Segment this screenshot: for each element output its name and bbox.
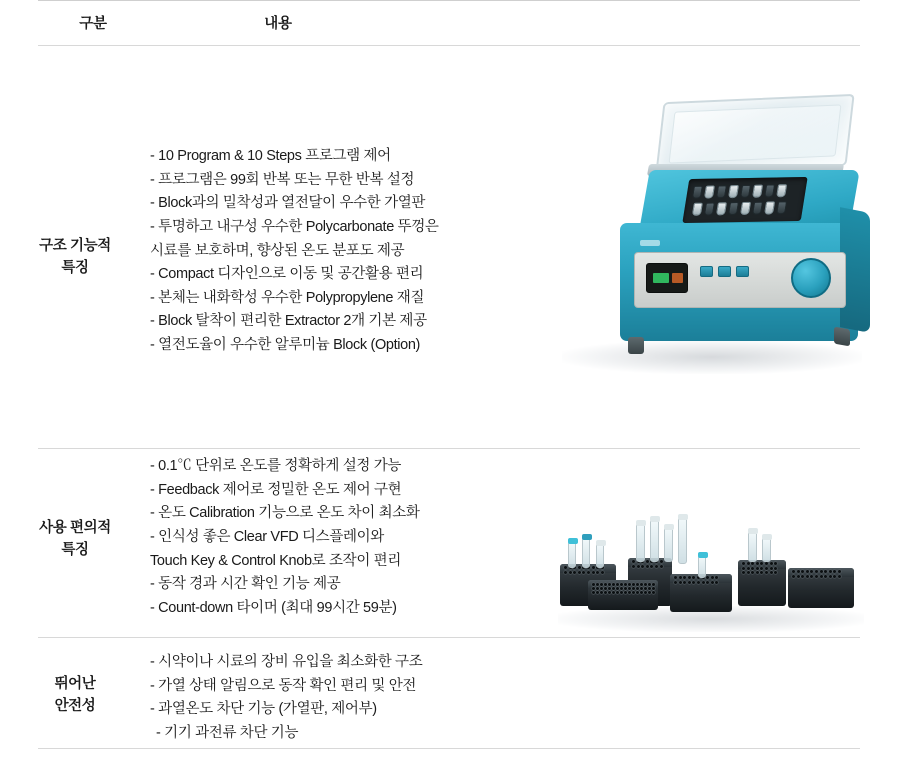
content-line: - 동작 경과 시간 확인 기능 제공 <box>150 576 341 593</box>
content-line: - 가열 상태 알림으로 동작 확인 편리 및 안전 <box>150 677 417 694</box>
sample-vial <box>698 556 706 578</box>
sample-vial <box>748 532 757 562</box>
content-line: - Count-down 타이머 (최대 99시간 59분) <box>150 599 397 616</box>
row-label-safety <box>0 673 150 745</box>
sample-tube-row <box>692 201 787 216</box>
touch-key-group <box>700 266 749 277</box>
row-label-usability-features <box>0 517 150 635</box>
content-line: - 인식성 좋은 Clear VFD 디스플레이와 <box>150 528 384 545</box>
content-line: - 10 Program & 10 Steps 프로그램 제어 <box>150 148 391 164</box>
content-line: - 과열온도 차단 기능 (가열판, 제어부) <box>150 701 377 718</box>
heating-block <box>788 568 854 608</box>
sample-vial <box>582 538 590 568</box>
heating-block-well <box>682 177 807 223</box>
photo-shadow <box>562 340 862 374</box>
row-label-line: 뛰어난 <box>54 676 96 692</box>
content-line: - Block과의 밀착성과 열전달이 우수한 가열판 <box>150 195 426 212</box>
divider-top <box>38 0 860 1</box>
table-row <box>0 645 897 745</box>
row-label-line: 사용 편의적 <box>39 520 111 536</box>
content-line: - 투명하고 내구성 우수한 Polycarbonate 뚜껑은 <box>150 218 439 235</box>
sample-vial <box>568 542 576 568</box>
polycarbonate-lid <box>655 94 854 174</box>
row-label-line: 특징 <box>61 260 89 277</box>
table-header-row <box>38 12 860 46</box>
column-header-content: 내용 <box>264 16 292 32</box>
sample-vial <box>678 518 687 564</box>
content-line: - 열전도율이 우수한 알루미늄 Block (Option) <box>150 337 421 353</box>
content-line: - 기기 과전류 차단 기능 <box>156 724 299 741</box>
divider-section-2 <box>38 448 860 449</box>
row-label-line: 특징 <box>61 542 89 559</box>
content-line: 시료를 보호하며, 향상된 온도 분포도 제공 <box>150 242 405 259</box>
row-label-line: 구조 기능적 <box>39 238 111 254</box>
row-content-usability-features <box>150 455 420 635</box>
content-line: - Compact 디자인으로 이동 및 공간활용 편리 <box>150 266 424 283</box>
row-label-structural-features <box>0 235 150 445</box>
sample-tube-row <box>692 184 787 199</box>
row-content-safety <box>150 651 422 745</box>
lid-inner-panel <box>669 104 842 163</box>
heating-block <box>670 574 732 612</box>
brand-mark <box>640 240 660 246</box>
divider-under-header <box>38 45 860 46</box>
device-foot <box>628 337 644 354</box>
control-knob <box>791 258 831 298</box>
sample-vial <box>596 544 604 568</box>
content-line: - 0.1℃ 단위로 온도를 정확하게 설정 가능 <box>150 458 402 474</box>
sample-vial <box>664 528 673 562</box>
sample-vial <box>650 520 659 562</box>
microplate-block <box>588 580 658 610</box>
content-line: Touch Key & Control Knob로 조작이 편리 <box>150 552 401 569</box>
row-content-structural-features <box>150 145 439 445</box>
content-line: - 온도 Calibration 기능으로 온도 차이 최소화 <box>150 505 420 522</box>
content-line: - 시약이나 시료의 장비 유입을 최소화한 구조 <box>150 654 423 670</box>
blocks-and-racks-photo <box>552 518 872 636</box>
column-header-category: 구분 <box>79 16 107 32</box>
divider-bottom <box>38 748 860 749</box>
vfd-display <box>646 263 688 293</box>
content-line: - 프로그램은 99회 반복 또는 무한 반복 설정 <box>150 171 415 188</box>
heating-block <box>738 560 786 606</box>
row-label-line: 안전성 <box>54 698 96 715</box>
device-foot <box>834 327 850 347</box>
content-line: - 본체는 내화학성 우수한 Polypropylene 재질 <box>150 289 425 306</box>
sample-vial <box>636 524 645 562</box>
content-line: - Block 탈착이 편리한 Extractor 2개 기본 제공 <box>150 313 427 330</box>
thermo-shaker-photo <box>548 90 878 400</box>
content-line: - Feedback 제어로 정밀한 온도 제어 구현 <box>150 481 402 498</box>
divider-section-3 <box>38 637 860 638</box>
sample-vial <box>762 538 771 562</box>
